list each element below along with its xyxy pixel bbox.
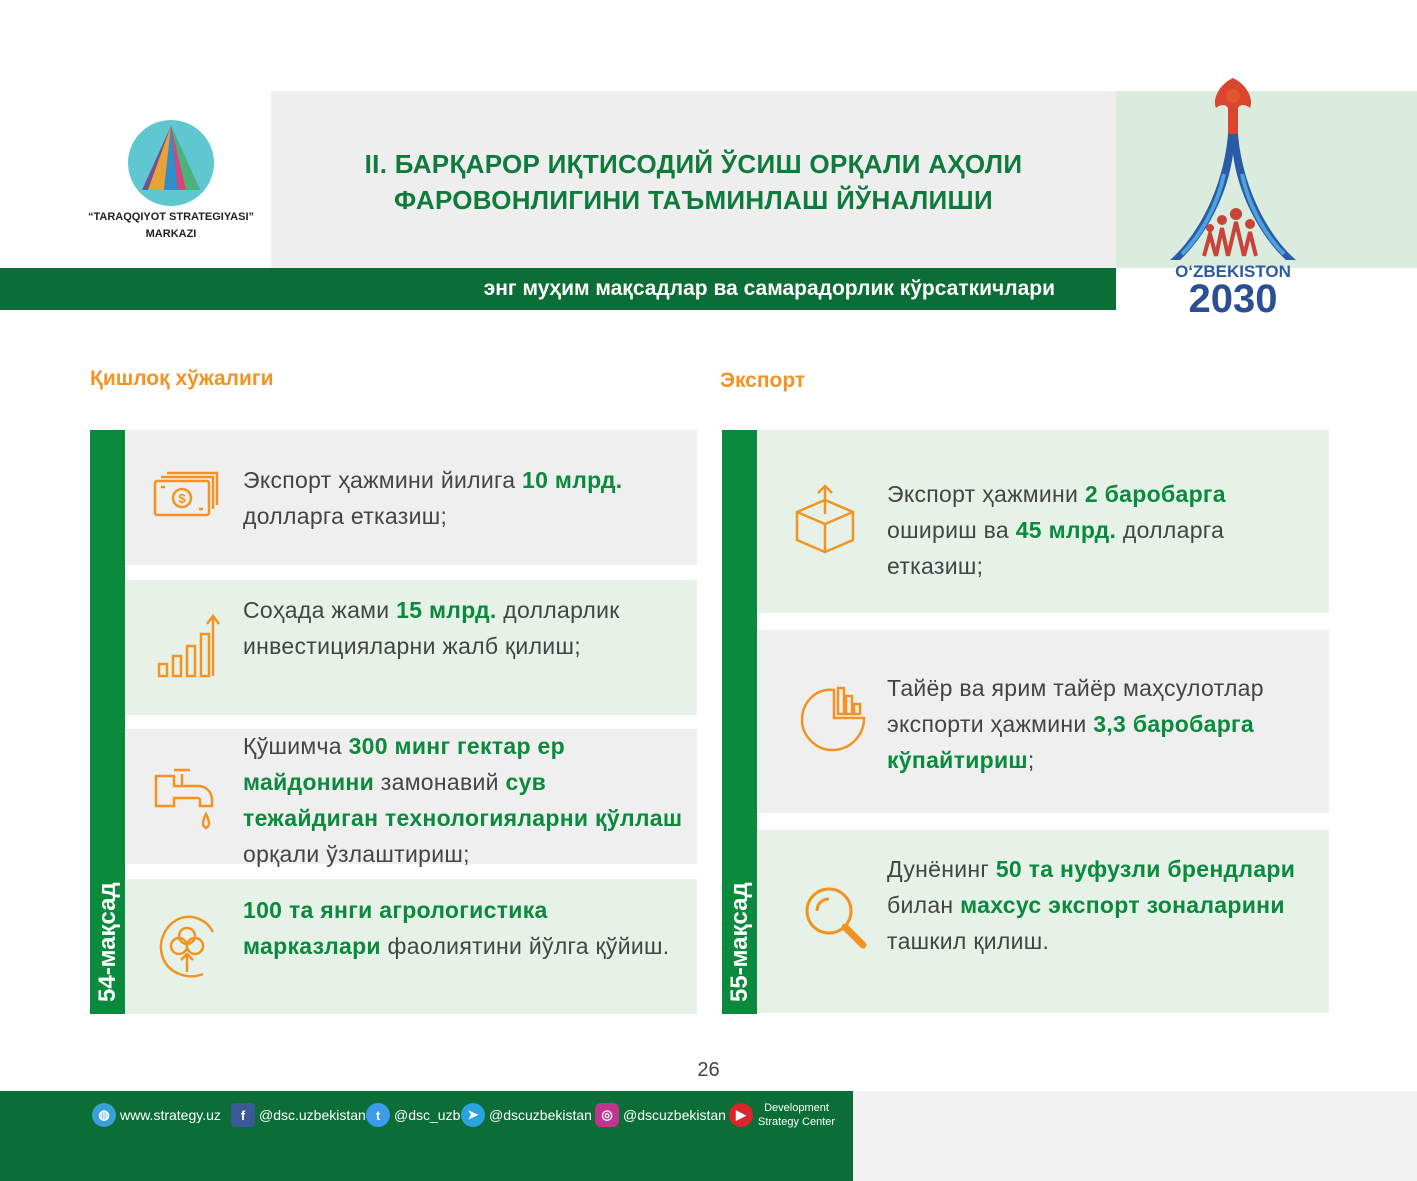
logo-year-text: 2030	[1188, 277, 1278, 320]
svg-text:$: $	[178, 491, 186, 506]
growth-chart-icon	[155, 612, 225, 682]
org-name: “TARAQQIYOT STRATEGIYASI” MARKAZI	[87, 211, 255, 240]
export-box-icon	[791, 484, 861, 554]
body-text: Экспорт ҳажмини	[887, 481, 1085, 507]
cotton-icon	[153, 912, 223, 982]
strategy-center-logo	[128, 120, 214, 206]
highlight-text: 50 та нуфузли брендлари	[995, 856, 1296, 882]
title-line-1: II. БАРҚАРОР ИҚТИСОДИЙ ЎСИШ ОРҚАЛИ АҲОЛИ	[364, 149, 1023, 179]
magnifier-icon	[801, 883, 871, 953]
agri-card-4-text	[243, 892, 683, 964]
pie-chart-icon	[798, 684, 868, 754]
body-text: Экспорт ҳажмини йилига	[243, 467, 523, 493]
youtube-icon: ▶	[729, 1103, 753, 1127]
goal-label-55: 55-мақсад	[726, 882, 753, 1002]
body-text: долларга етказиш;	[243, 503, 448, 529]
facebook-icon: f	[231, 1103, 255, 1127]
dsc-line-1: Development	[764, 1102, 829, 1114]
highlight-text: 15 млрд.	[396, 597, 497, 623]
export-card-2-text	[887, 670, 1317, 778]
goal-label-54: 54-мақсад	[94, 882, 121, 1002]
footer-link-twitter[interactable]	[366, 1102, 460, 1128]
logo-country-text: O‘ZBEKISTON	[1175, 262, 1291, 281]
footer-youtube[interactable]	[729, 1102, 757, 1128]
money-icon	[151, 465, 221, 535]
body-text: Тайёр ва ярим тайёр маҳсулотлар экспорти ҳажмини	[887, 675, 1264, 737]
export-card-1-text	[887, 476, 1317, 584]
body-text: билан	[887, 892, 961, 918]
footer-link-instagram-text: @dscuzbekistan	[623, 1107, 726, 1123]
body-text: долларга етказиш;	[887, 517, 1225, 579]
section-heading-export: Экспорт	[720, 369, 806, 392]
export-card-3-text	[887, 851, 1317, 959]
body-text: фаолиятини йўлга қўйиш.	[380, 933, 670, 959]
title-line-2: ФАРОВОНЛИГИНИ ТАЪМИНЛАШ ЙЎНАЛИШИ	[394, 185, 993, 215]
agri-card-1-text	[243, 462, 683, 534]
highlight-text: 2 баробарга	[1084, 481, 1226, 507]
page-number: 26	[697, 1059, 720, 1081]
footer-link-telegram-text: @dscuzbekistan	[489, 1107, 592, 1123]
instagram-icon: ◎	[595, 1103, 619, 1127]
body-text: ошириш ва	[887, 517, 1016, 543]
highlight-text: махсус экспорт зоналарини	[960, 892, 1285, 918]
body-text: Қўшимча	[243, 733, 349, 759]
highlight-text: 3,3 баробарга кўпайтириш	[887, 711, 1255, 773]
footer-link-telegram[interactable]	[461, 1102, 592, 1128]
uzbekistan-2030-logo	[1140, 64, 1326, 320]
section-heading-agriculture: Қишлоқ хўжалиги	[90, 367, 274, 390]
telegram-icon: ➤	[461, 1103, 485, 1127]
footer-link-instagram[interactable]	[595, 1102, 726, 1128]
body-text: орқали ўзлаштириш;	[243, 841, 470, 867]
highlight-text: 300 минг гектар ер майдонини	[243, 733, 565, 795]
footer-link-website[interactable]	[92, 1102, 221, 1128]
highlight-text: сув тежайдиган технологияларни қўллаш	[243, 769, 683, 831]
body-text: ;	[1027, 747, 1035, 773]
footer-gray-area	[853, 1091, 1417, 1181]
page-title	[271, 146, 1116, 218]
agri-card-2-text	[243, 592, 683, 664]
body-text: Дунёнинг	[887, 856, 996, 882]
water-tap-icon	[152, 762, 222, 832]
body-text: замонавий	[374, 769, 506, 795]
highlight-text: 10 млрд.	[522, 467, 623, 493]
dsc-brand	[758, 1101, 835, 1129]
globe-icon: ◍	[92, 1103, 116, 1127]
highlight-text: 100 та янги агрологистика марказлари	[243, 897, 548, 959]
body-text: долларлик инвестицияларни жалб қилиш;	[243, 597, 620, 659]
highlight-text: 45 млрд.	[1015, 517, 1117, 543]
twitter-icon: t	[366, 1103, 390, 1127]
body-text: ташкил қилиш.	[887, 928, 1050, 954]
page-subtitle: энг муҳим мақсадлар ва самарадорлик кўрсаткичлари	[483, 277, 1055, 300]
footer-link-facebook[interactable]	[231, 1102, 366, 1128]
agri-card-3-text	[243, 728, 688, 872]
footer-link-website-text: www.strategy.uz	[120, 1107, 221, 1123]
body-text: Соҳада жами	[243, 597, 397, 623]
dsc-line-2: Strategy Center	[758, 1116, 836, 1128]
footer-link-facebook-text: @dsc.uzbekistan	[259, 1107, 366, 1123]
footer-link-twitter-text: @dsc_uzb	[394, 1107, 461, 1123]
